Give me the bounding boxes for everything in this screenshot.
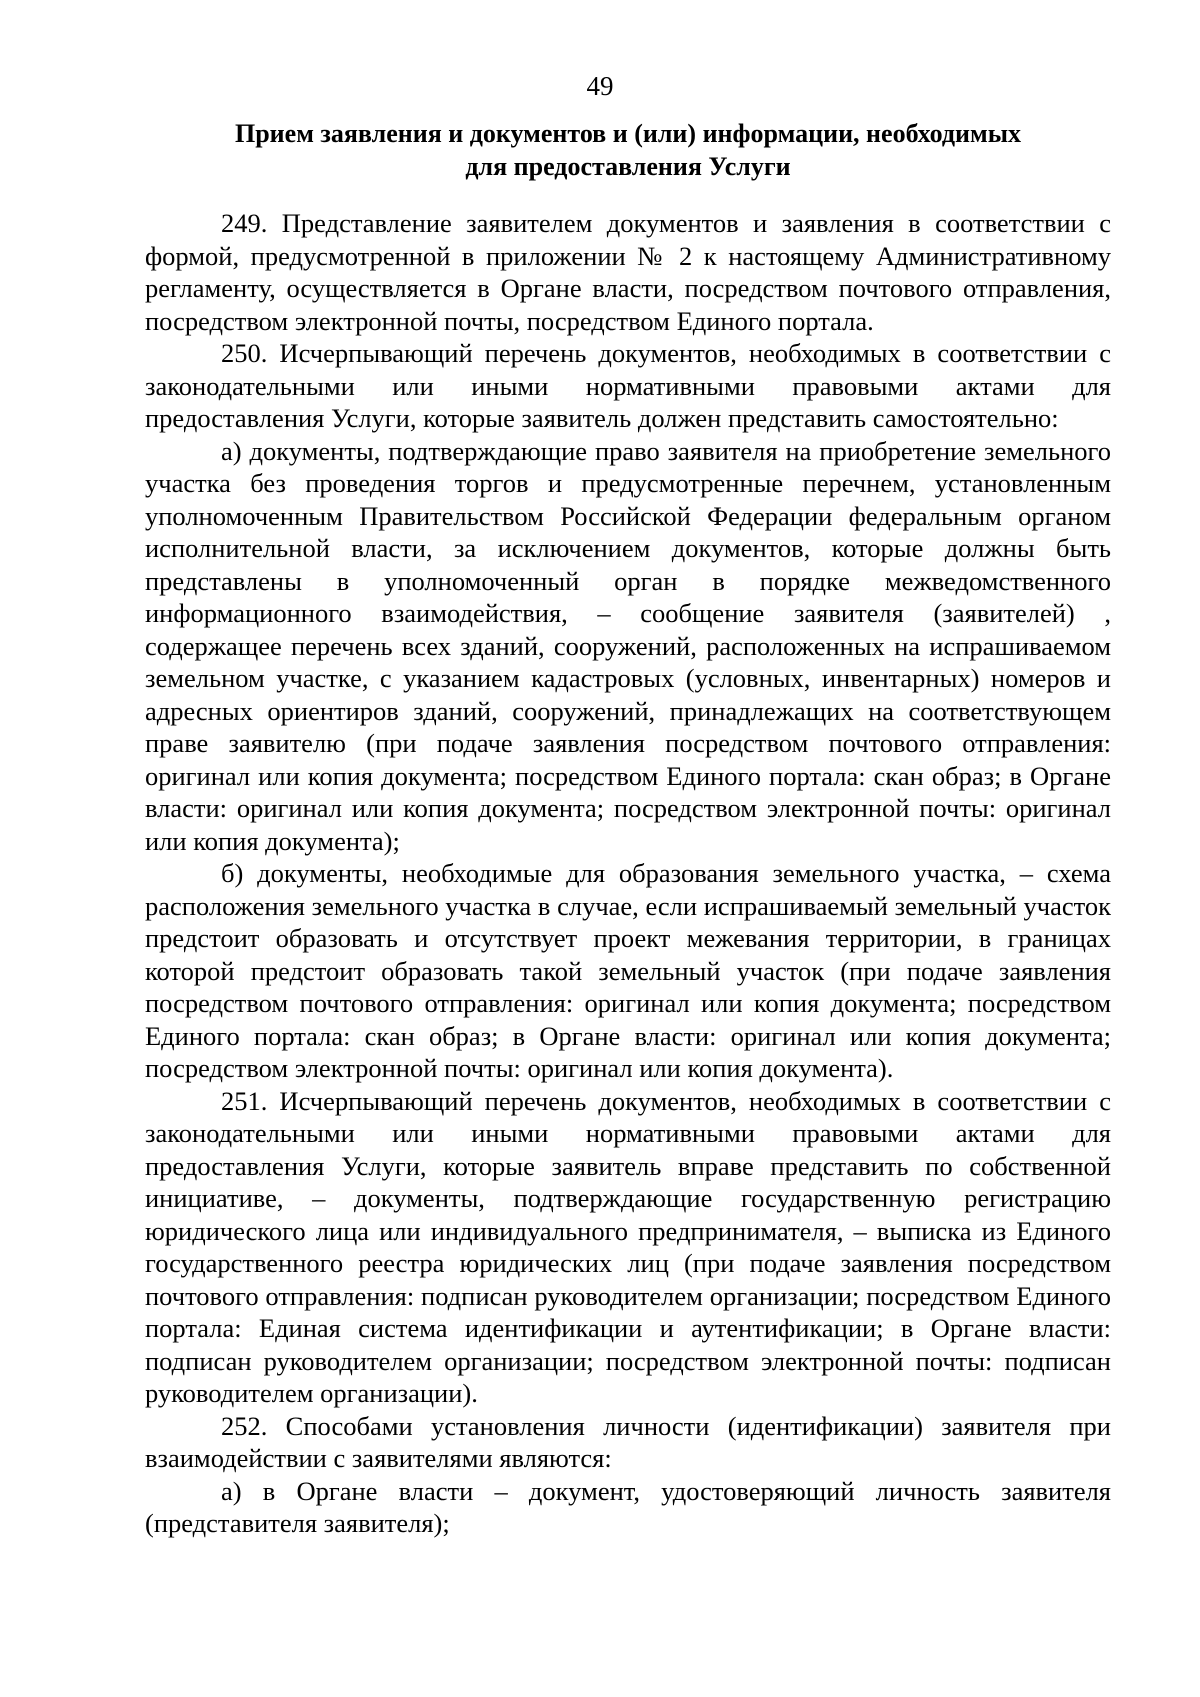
paragraph-249: 249. Представление заявителем документов и заявления в соответствии с формой, предусмотренной в приложении № 2 к настоящему Административному регламенту, осуществляется в Органе власти, посредством почтового отправления, посредством электронной почты, посредством Единого портала. [145,208,1111,336]
paragraph-250-a: а) документы, подтверждающие право заявителя на приобретение земельного участка без проведения торгов и предусмотренные перечнем, установленным уполномоченным Правительством Российской Федерации федеральным органом исполнительной власти, за исключением документов, которые должны быть представлены в уполномоченный орган в порядке межведомственного информационного взаимодействия, – сообщение заявителя (заявителей) , содержащее перечень всех зданий, сооружений, расположенных на испрашиваемом земельном участке, с указанием кадастровых (условных, инвентарных) номеров и адресных ориентиров зданий, сооружений, принадлежащих на соответствующем праве заявителю (при подаче заявления посредством почтового отправления: оригинал или копия документа; посредством Единого портала: скан образ; в Органе власти: оригинал или копия документа; посредством электронной почты: оригинал или копия документа); [145,435,1111,856]
paragraph-252-a: а) в Органе власти – документ, удостоверяющий личность заявителя (представителя заявителя); [145,1475,1111,1538]
paragraph-251: 251. Исчерпывающий перечень документов, необходимых в соответствии с законодательными или иными нормативными правовыми актами для предоставления Услуги, которые заявитель вправе представить по собственной инициативе, – документы, подтверждающие государственную регистрацию юридического лица или индивидуального предпринимателя, – выписка из Единого государственного реестра юридических лиц (при подаче заявления посредством почтового отправления: подписан руководителем организации; посредством Единого портала: Единая система идентификации и аутентификации; в Органе власти: подписан руководителем организации; посредством электронной почты: подписан руководителем организации). [145,1085,1111,1408]
paragraph-250-b: б) документы, необходимые для образования земельного участка, – схема расположения земельного участка в случае, если испрашиваемый земельный участок предстоит образовать и отсутствует проект межевания территории, в границах которой предстоит образовать такой земельный участок (при подаче заявления посредством почтового отправления: оригинал или копия документа; посредством Единого портала: скан образ; в Органе власти: оригинал или копия документа; посредством электронной почты: оригинал или копия документа). [145,858,1111,1083]
section-title-line-2: для предоставления Услуги [465,152,791,181]
section-title [145,117,1111,183]
page-number: 49 [586,71,614,101]
paragraph-250: 250. Исчерпывающий перечень документов, необходимых в соответствии с законодательными или иными нормативными правовыми актами для предоставления Услуги, которые заявитель должен представить самостоятельно: [145,338,1111,433]
document-body [145,207,1111,1540]
paragraph-252: 252. Способами установления личности (идентификации) заявителя при взаимодействии с заявителями являются: [145,1410,1111,1473]
section-title-line-1: Прием заявления и документов и (или) информации, необходимых [234,119,1021,148]
